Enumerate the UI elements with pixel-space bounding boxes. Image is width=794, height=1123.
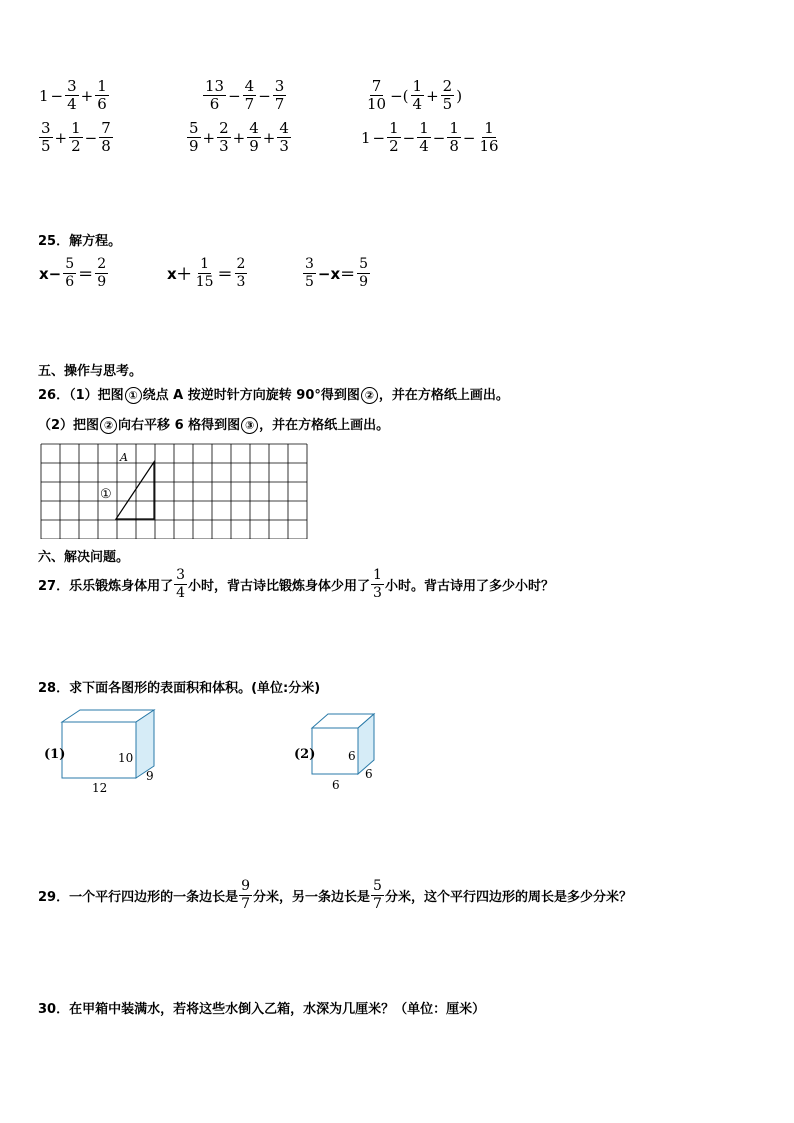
question-29 [38,878,632,913]
calc-expression [202,78,287,113]
numerator: 7 [101,119,111,137]
fraction [273,78,287,113]
operator: − [84,128,98,147]
denominator: 15 [195,274,214,290]
fraction [441,78,455,113]
denominator: 2 [389,137,399,155]
denominator: 7 [274,95,285,113]
numerator: 3 [67,77,77,95]
fig2-width: 6 [365,767,373,781]
numerator: 5 [65,256,75,272]
section-6-heading: 六、解决问题。 [38,550,130,565]
figure-1-marker: ① [125,387,142,404]
numerator: 4 [244,77,255,95]
denominator: 4 [67,95,77,113]
q26-text: 26．（1）把图 [38,388,124,403]
numerator: 1 [449,119,459,137]
fraction [247,120,261,155]
question-30: 30．在甲箱中装满水，若将这些水倒入乙箱，水深为几厘米？（单位：厘米） [38,1002,486,1017]
q27-fraction-2: $\frac{1}{3}$ [373,567,382,601]
fraction [194,256,216,291]
q29-fraction-1: $\frac{9}{7}$ [241,878,251,912]
fraction [303,256,316,291]
shape-1-label: ① [100,487,112,502]
operator: + [202,128,216,147]
operator: + [232,128,246,147]
question-28-title: 28．求下面各图形的表面积和体积。(单位:分米) [38,681,321,696]
fraction [99,120,113,155]
figure-3-marker: ③ [241,417,258,434]
calc-expression [360,120,502,155]
fraction [203,78,226,113]
q26-text: （2）把图 [38,418,100,433]
fraction [95,256,108,291]
operator: + [80,86,94,105]
numerator: 5 [189,119,199,137]
denominator: 5 [442,95,453,113]
operator: − [372,128,386,147]
operator: −( [390,86,409,105]
q27-text: 小时，背古诗比锻炼身体少用了 [188,579,371,594]
fraction [387,120,401,155]
numerator: 2 [97,256,107,272]
fig1-height: 10 [118,751,134,765]
numerator: 3 [41,119,51,137]
grid-paper [40,443,308,539]
q26-text: ，并在方格纸上画出。 [259,418,390,433]
operator: x＋ [167,265,192,283]
operator: ＝ [217,265,233,283]
section-5-heading: 五、操作与思考。 [38,364,143,379]
equation [38,256,109,291]
operator: − [462,128,476,147]
denominator: 9 [249,137,259,155]
denominator: 3 [219,137,229,155]
operator: − [258,86,271,105]
denominator: 4 [419,137,429,155]
fig2-length: 6 [332,778,340,792]
equation [166,256,248,291]
question-26-part1 [38,384,509,404]
numerator: 1 [71,119,81,137]
denominator: 6 [209,95,220,113]
fraction [69,120,83,155]
fraction [63,256,76,291]
question-25-title: 25．解方程。 [38,234,122,249]
numerator: 13 [205,77,225,95]
q29-text: 分米，另一条边长是 [253,890,371,905]
denominator: 6 [97,95,107,113]
denominator: 3 [279,137,289,155]
operator: ＝ [78,265,94,283]
fig2-height: 6 [348,749,356,763]
fraction [411,78,425,113]
calc-expression [364,78,463,113]
numerator: 2 [219,119,229,137]
figure-2-marker: ② [100,417,117,434]
denominator: 9 [359,274,369,290]
operator: − [228,86,241,105]
numerator: 4 [279,119,289,137]
numerator: 4 [249,119,259,137]
fraction [478,120,501,155]
operator: 1 [361,128,371,147]
q26-text: 向右平移 6 格得到图 [118,418,241,433]
cuboid-figure-1 [40,704,170,796]
operator: + [426,86,439,105]
fig1-width: 9 [146,769,154,783]
q29-text: 29．一个平行四边形的一条边长是 [38,890,239,905]
q26-text: 绕点 A 按逆时针方向旋转 90°得到图 [142,388,360,403]
fraction [95,78,109,113]
numerator: 3 [305,256,314,272]
numerator: 2 [236,256,246,272]
numerator: 1 [412,77,423,95]
equation [302,256,371,291]
operator: − [432,128,446,147]
operator: + [262,128,276,147]
numerator: 1 [419,119,429,137]
q27-fraction-1: $\frac{3}{4}$ [176,567,186,601]
fraction [187,120,201,155]
fraction [39,120,53,155]
calc-expression [38,78,110,113]
calc-expression [186,120,292,155]
point-a-label: A [120,451,128,464]
numerator: 2 [442,77,453,95]
denominator: 8 [101,137,111,155]
question-27 [38,567,554,602]
numerator: 1 [200,256,210,272]
fig1-label: (1) [44,747,66,762]
fraction [65,78,79,113]
operator: x− [39,264,62,283]
denominator: 5 [41,137,51,155]
denominator: 6 [65,274,75,290]
denominator: 7 [244,95,255,113]
operator: ) [456,86,463,105]
cube-figure-2 [294,710,384,796]
numerator: 1 [484,119,494,137]
operator: −x＝ [317,265,356,283]
q26-text: ，并在方格纸上画出。 [378,388,509,403]
numerator: 1 [97,77,107,95]
fraction [277,120,291,155]
q29-fraction-2: $\frac{5}{7}$ [373,878,382,912]
fig1-length: 12 [92,781,108,795]
denominator: 3 [236,274,246,290]
denominator: 5 [305,274,314,290]
denominator: 10 [367,95,387,113]
denominator: 9 [97,274,107,290]
fraction [243,78,257,113]
q27-text: 27．乐乐锻炼身体用了 [38,579,174,594]
q29-text: 分米，这个平行四边形的周长是多少分米？ [384,890,632,905]
fraction [365,78,388,113]
denominator: 9 [189,137,199,155]
numerator: 1 [389,119,399,137]
operator: 1 [39,86,49,105]
fraction [357,256,370,291]
fraction [217,120,231,155]
operator: + [54,128,68,147]
numerator: 7 [371,77,382,95]
operator: − [402,128,416,147]
fraction [447,120,461,155]
fraction [417,120,431,155]
denominator: 8 [449,137,459,155]
question-26-part2 [38,414,389,434]
triangle-shape-1 [116,462,154,519]
numerator: 5 [359,256,369,272]
figure-2-marker: ② [361,387,378,404]
q27-text: 小时。背古诗用了多少小时？ [384,579,554,594]
calc-expression [38,120,114,155]
denominator: 16 [479,137,499,155]
denominator: 2 [71,137,81,155]
denominator: 4 [412,95,423,113]
numerator: 3 [274,77,285,95]
fraction [235,256,248,291]
fig2-label: (2) [294,747,316,762]
operator: − [50,86,64,105]
